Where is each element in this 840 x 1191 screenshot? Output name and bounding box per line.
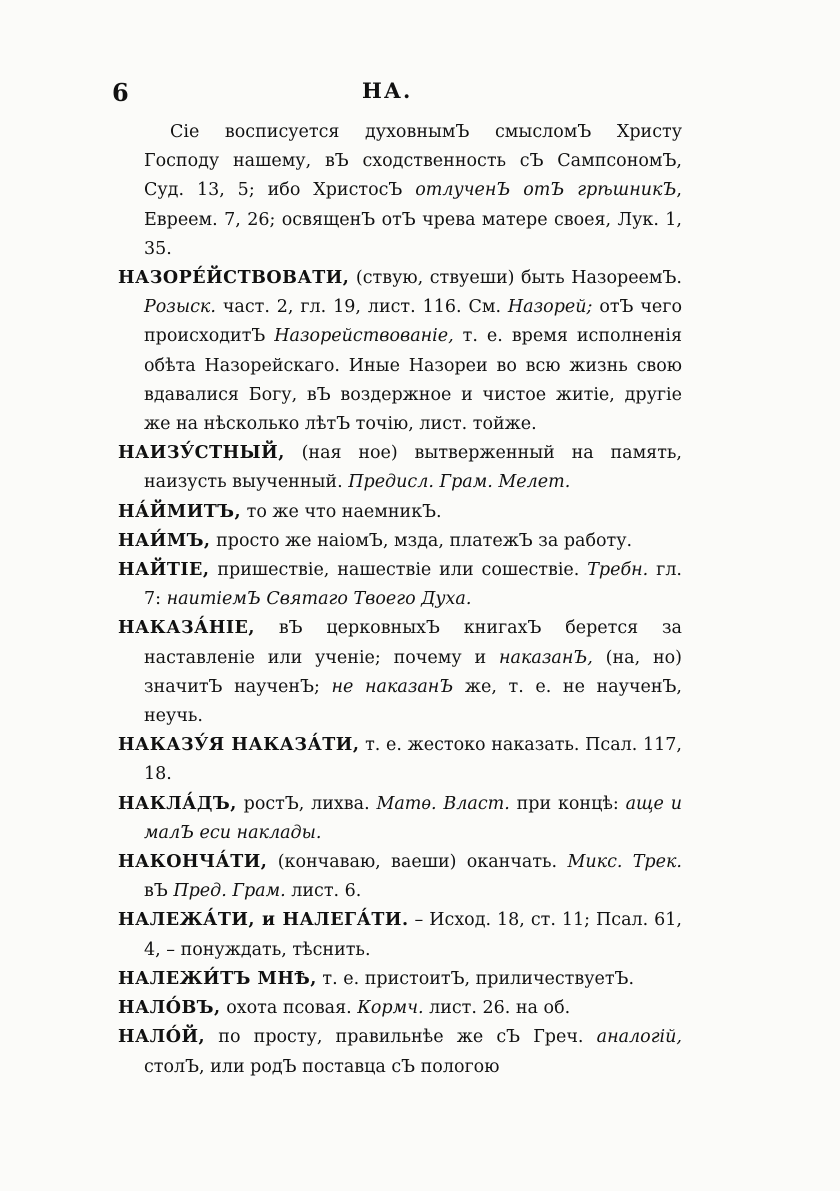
dictionary-entry <box>118 906 682 964</box>
entry-headword: НАИЗУ́СТНЫЙ, <box>118 443 285 464</box>
dictionary-entry <box>118 614 682 731</box>
entry-headword: НАКЛА́ДЪ, <box>118 793 237 814</box>
dictionary-entry <box>118 1023 682 1081</box>
entry-text: (ная ное) вытверженный на память, наизусть выученный. <box>144 443 682 493</box>
entry-citation: Матѳ. Власт. <box>376 793 510 814</box>
dictionary-entry <box>118 790 682 848</box>
entry-headword: НАКАЗА́НІЕ, <box>118 618 255 639</box>
entry-citation: Пред. Грам. <box>173 881 286 902</box>
entry-text: т. е. пристоитЪ, приличествуетЪ. <box>316 968 635 989</box>
entry-citation: отлученЪ отЪ грѣшникЪ <box>415 180 677 201</box>
entry-text: (кончаваю, ваеши) оканчать. <box>267 852 568 873</box>
entry-citation: Требн. <box>587 560 649 581</box>
entry-citation: не наказанЪ <box>331 676 454 697</box>
entry-citation: Розыск. <box>144 297 216 318</box>
entry-text: вЪ церковныхЪ книгахЪ берется за наставленіе или ученіе; почему и <box>144 618 682 668</box>
entry-citation: Микс. Трек. <box>567 852 682 873</box>
entry-citation: Кормч. <box>357 998 424 1019</box>
dictionary-entry <box>118 264 682 439</box>
entry-text: отЪ чего происходитЪ <box>144 297 682 347</box>
entry-text: просто же наіомЪ, мзда, платежЪ за работу. <box>210 530 633 551</box>
dictionary-entry <box>118 498 682 527</box>
entry-citation: Предисл. Грам. Мелет. <box>348 472 571 493</box>
entry-headword: НА́ЙМИТЪ, <box>118 501 242 522</box>
entries-column <box>118 118 682 1082</box>
entry-text: (на, но) значитЪ наученЪ; <box>144 647 683 697</box>
entry-citation: Назорействованіе, <box>274 326 454 347</box>
entry-text: т. е. время исполненія обѣта Назорейскаго. Иные Назореи во всю жизнь свою вдавалися Богу, вЪ воздержное и чистое житіе, другіе же на нѣсколько лѣтЪ точію, лист. тойже. <box>144 326 682 435</box>
entry-citation: аналогій, <box>596 1027 682 1048</box>
dictionary-entry <box>118 965 682 994</box>
entry-text: – Исход. 18, ст. 11; Псал. 61, 4, – понуждать, тѣснить. <box>144 910 682 960</box>
entry-text: Сіе восписуется духовнымЪ смысломЪ Христу Господу нашему, вЪ сходственность сЪ СампсономЪ, Суд. 13, 5; ибо ХристосЪ <box>144 122 682 201</box>
entry-headword: НАЛЕЖИ́ТЪ МНѢ, <box>118 968 317 989</box>
entry-text: (ствую, ствуеши) быть НазореемЪ. <box>349 268 682 289</box>
entry-headword: НАКАЗУ́Я НАКАЗА́ТИ, <box>118 735 360 756</box>
page-header <box>112 78 690 118</box>
entry-headword: НАЛО́Й, <box>118 1027 206 1048</box>
entry-text: , Евреем. 7, 26; освященЪ отЪ чрева матере своея, Лук. 1, 35. <box>144 180 682 259</box>
entry-headword: НАЗОРЕ́ЙСТВОВАТИ, <box>118 268 350 289</box>
entry-text: столЪ, или родЪ поставца сЪ пологою <box>144 1056 500 1077</box>
entry-text: лист. 26. на об. <box>423 998 571 1019</box>
entry-text: пришествіе, нашествіе или сошествіе. <box>209 560 588 581</box>
entry-text: по просту, правильнѣе же сЪ Греч. <box>205 1027 597 1048</box>
entry-headword: НАЛО́ВЪ, <box>118 998 221 1019</box>
dictionary-entry <box>118 848 682 906</box>
entry-citation: наказанЪ, <box>499 647 593 668</box>
entry-text: при концѣ: <box>509 793 626 814</box>
entry-text: част. 2, гл. 19, лист. 116. См. <box>215 297 508 318</box>
entry-citation: Назорей; <box>507 297 593 318</box>
entry-text: вЪ <box>144 881 174 902</box>
entry-text: то же что наемникЪ. <box>241 501 442 522</box>
dictionary-entry <box>118 439 682 497</box>
entry-headword: НАИ́МЪ, <box>118 530 211 551</box>
entry-text: т. е. жестоко наказать. Псал. 117, 18. <box>144 735 682 785</box>
entry-citation: аще и малЪ еси наклады. <box>144 793 682 843</box>
dictionary-entry <box>118 731 682 789</box>
entry-headword: НАЛЕЖА́ТИ, и НАЛЕГА́ТИ. <box>118 910 409 931</box>
page-number: 6 <box>112 78 129 107</box>
dictionary-entry <box>118 527 682 556</box>
entry-headword: НАЙТІЕ, <box>118 560 210 581</box>
entry-text: охота псовая. <box>220 998 358 1019</box>
entry-headword: НАКОНЧА́ТИ, <box>118 852 268 873</box>
dictionary-entry <box>118 994 682 1023</box>
dictionary-entry <box>118 556 682 614</box>
entry-text: лист. 6. <box>285 881 362 902</box>
entry-text: же, т. е. не наученЪ, неучь. <box>144 676 682 727</box>
dictionary-entry <box>118 118 682 264</box>
running-head: НА. <box>362 78 413 103</box>
entry-text: ростЪ, лихва. <box>236 793 377 814</box>
entry-text: гл. 7: <box>144 560 682 610</box>
entry-citation: наитіемЪ Святаго Твоего Духа. <box>166 589 472 610</box>
